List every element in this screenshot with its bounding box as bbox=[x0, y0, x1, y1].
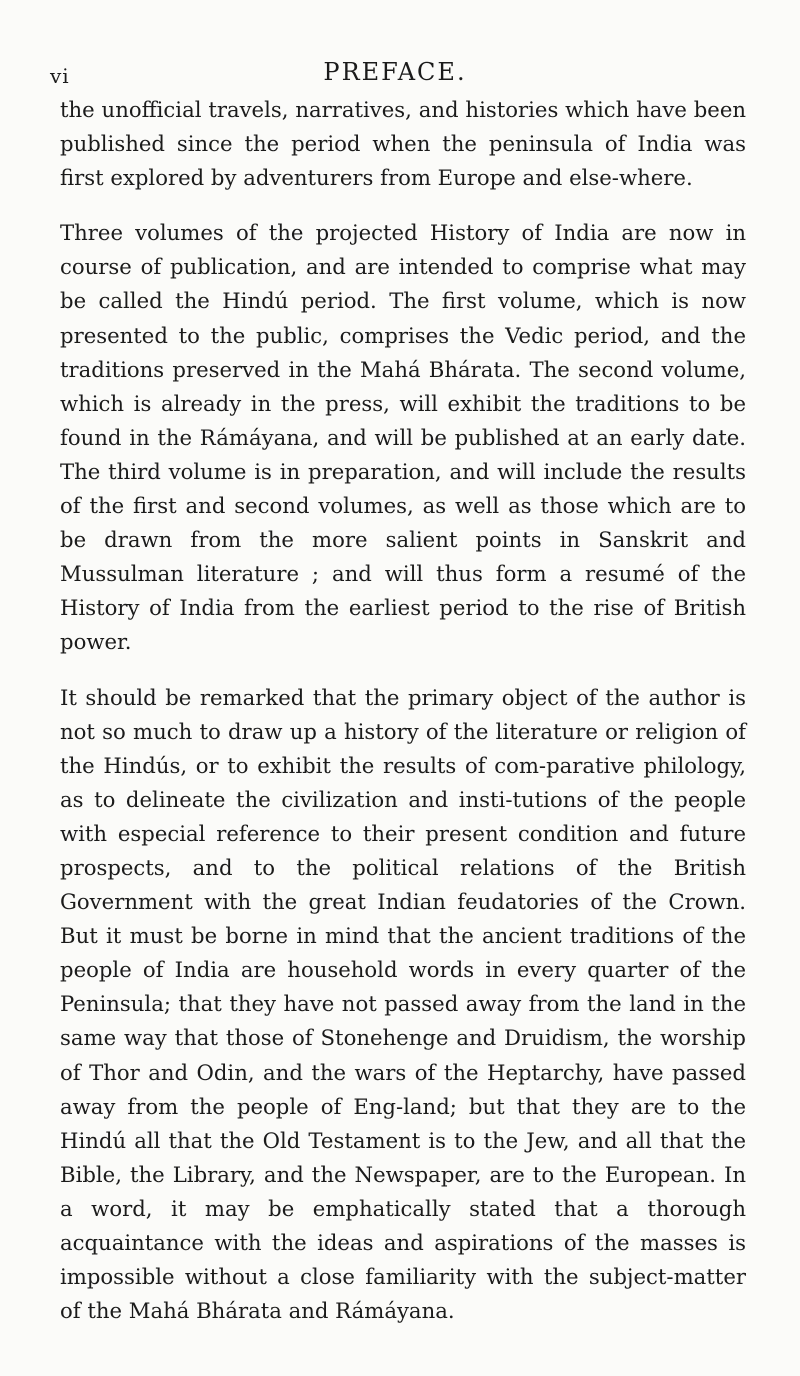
page-header-title: PREFACE. bbox=[323, 58, 467, 86]
paragraph-object-of-author: It should be remarked that the primary object of the author is not so much to draw up a history of the literature or religion of the Hindús, or to exhibit the results of com-parative philology, as to delineate the civilization and insti-tutions of the people with especial reference to their present condition and future prospects, and to the political relations of the British Government with the great Indian feudatories of the Crown. But it must be borne in mind that the ancient traditions of the people of India are household words in every quarter of the Peninsula; that they have not passed away from the land in the same way that those of Stonehenge and Druidism, the worship of Thor and Odin, and the wars of the Heptarchy, have passed away from the people of Eng-land; but that they are to the Hindú all that the Old Testament is to the Jew, and all that the Bible, the Library, and the Newspaper, are to the European. In a word, it may be emphatically stated that a thorough acquaintance with the ideas and aspirations of the masses is impossible without a close familiarity with the subject-matter of the Mahá Bhárata and Rámáyana. bbox=[60, 684, 746, 1324]
running-head bbox=[50, 58, 740, 88]
body-text bbox=[60, 93, 746, 1328]
paragraph-volumes: Three volumes of the projected History of India are now in course of publication, and are intended to comprise what may be called the Hindú period. The first volume, which is now presented to the public, comprises the Vedic period, and the traditions preserved in the Mahá Bhárata. The second volume, which is already in the press, will exhibit the traditions to be found in the Rámáyana, and will be published at an early date. The third volume is in preparation, and will include the results of the first and second volumes, as well as those which are to be drawn from the more salient points in Sanskrit and Mussulman literature ; and will thus form a resumé of the History of India from the earliest period to the rise of British power. bbox=[60, 220, 746, 655]
paragraph-continuation: the unofficial travels, narratives, and histories which have been published since the period when the peninsula of India was first explored by adventurers from Europe and else-where. bbox=[60, 97, 746, 191]
page-number: vi bbox=[50, 64, 70, 88]
